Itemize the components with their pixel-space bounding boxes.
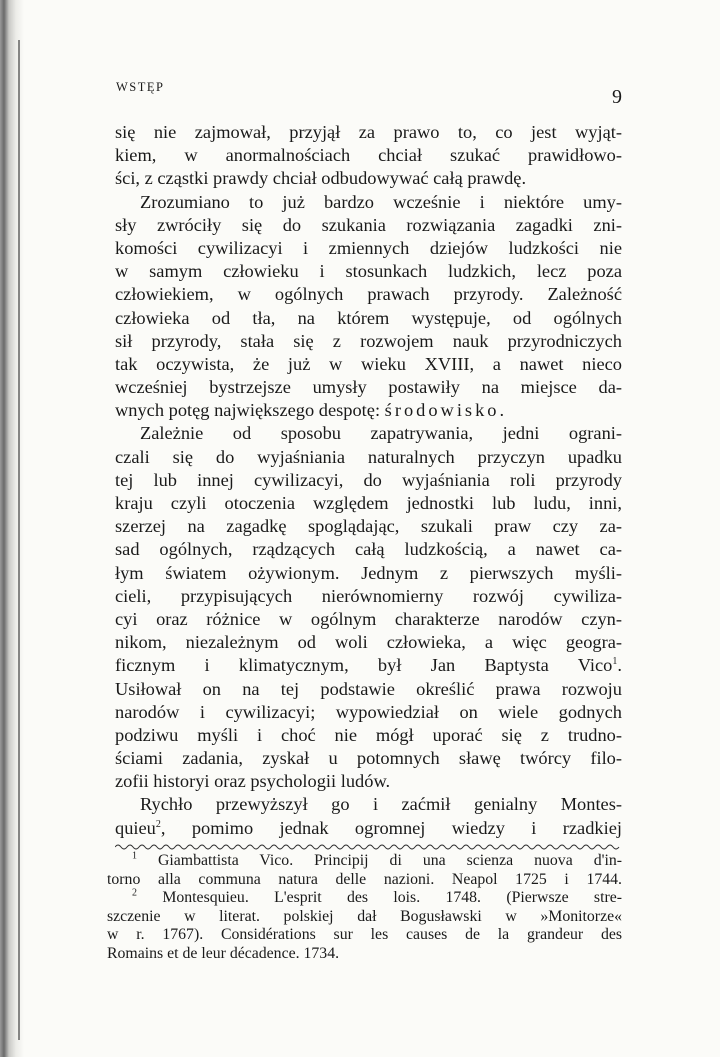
body-text [115, 121, 622, 840]
footnotes [107, 852, 622, 963]
text-line: czali się do wyjaśniania naturalnych przyczyn upadku [115, 446, 622, 467]
text-line: ściami zadania, zyskał u potomnych sławę twórcy filo- [115, 748, 622, 769]
text-fragment: quieu [115, 817, 156, 838]
text-line: komości cywilizacyi i zmiennych dziejów ludzkości nie [115, 237, 622, 258]
text-line: Zależnie od sposobu zapatrywania, jedni ograni- [140, 423, 622, 444]
running-head: WSTĘP [116, 80, 165, 94]
text-line: w samym człowieku i stosunkach ludzkich, lecz poza [115, 261, 622, 282]
text-line [115, 654, 622, 677]
text-line: tej lub innej cywilizacyi, do wyjaśniania roli przyrody [115, 469, 622, 490]
text-line: człowieka od tła, na którem występuje, od ogólnych [115, 307, 622, 328]
text-line: kiem, w anormalnościach chciał szukać prawidłowo- [115, 145, 622, 166]
text-line: się nie zajmował, przyjął za prawo to, co jest wyjąt- [115, 122, 622, 142]
footnote-number: 1 [132, 850, 137, 862]
text-line: ści, z cząstki prawdy chciał odbudowywać całą prawdę. [115, 168, 527, 189]
text-line: Usiłował on na tej podstawie określić prawa rozwoju [115, 678, 622, 699]
text-line [115, 817, 622, 840]
text-fragment: . [617, 655, 622, 676]
footnote-1-line [107, 852, 622, 871]
text-line: tak oczywista, że już w wieku XVIII, a nawet nieco [115, 353, 622, 374]
footnote-text: Montesquieu. L'esprit des lois. 1748. (Pierwsze stre- [162, 889, 623, 906]
footnote-1-line: torno alla communa natura delle nazioni. Neapol 1725 i 1744. [107, 870, 622, 888]
footnote-marker: 1 [612, 656, 618, 668]
text-line: sły zwróciły się do szukania rozwiązania zagadki zni- [115, 214, 622, 235]
text-line [115, 399, 622, 422]
text-fragment: wnych potęg największego despotę: [115, 400, 381, 421]
text-line: szerzej na zagadkę spoglądając, szukali praw czy za- [115, 516, 622, 537]
footnote-number: 2 [132, 887, 137, 899]
binding-edge [18, 40, 20, 1040]
emphasized-word: środowisko. [384, 400, 508, 421]
text-line: kraju czyli otoczenia względem jednostki lub ludu, inni, [115, 493, 622, 513]
page-number: 9 [612, 86, 622, 108]
footnote-2-line [107, 889, 622, 908]
footnote-text: Giambattista Vico. Principij di una scienza nuova d'in- [158, 852, 622, 869]
text-fragment: ficznym i klimatycznym, był Jan Baptysta Vico [115, 655, 613, 676]
text-line: cieli, przypisujących nierównomierny rozwój cywiliza- [115, 585, 622, 606]
footnote-marker: 2 [155, 818, 161, 830]
text-line: Rychło przewyższył go i zaćmił genialny Montes- [140, 794, 622, 815]
text-line: nikom, niezależnym od woli człowieka, a więc geogra- [115, 632, 622, 653]
text-line: łym światem ożywionym. Jednym z pierwszych myśli- [115, 562, 622, 583]
text-line: Zrozumiano to już bardzo wcześnie i niektóre umy- [140, 191, 622, 212]
text-line: sad ogólnych, rządzących całą ludzkością, a nawet ca- [115, 539, 622, 560]
book-spine-shadow [0, 0, 24, 1057]
text-line: człowiekiem, w ogólnych prawach przyrody. Zależność [115, 284, 622, 305]
text-fragment: , pomimo jednak ogromnej wiedzy i rzadkiej [160, 817, 622, 838]
footnote-2-line: Romains et de leur décadence. 1734. [107, 944, 340, 962]
text-line: cyi oraz różnice w ogólnym charakterze narodów czyn- [115, 608, 622, 629]
text-line: narodów i cywilizacyi; wypowiedział on wiele godnych [115, 701, 622, 722]
footnote-separator [115, 843, 622, 851]
text-line: zofii historyi oraz psychologii ludów. [115, 771, 391, 792]
text-line: podziwu myśli i choć nie mógł uporać się z trudno- [115, 724, 622, 745]
footnote-2-line: szczenie w literat. polskiej dał Bogusławski w »Monitorze« [107, 907, 622, 925]
text-line: wcześniej bystrzejsze umysły postawiły na miejsce da- [115, 377, 622, 398]
footnote-2-line: w r. 1767). Considérations sur les causes de la grandeur des [107, 926, 622, 943]
text-line: sił przyrody, stała się z rozwojem nauk przyrodniczych [115, 330, 622, 351]
